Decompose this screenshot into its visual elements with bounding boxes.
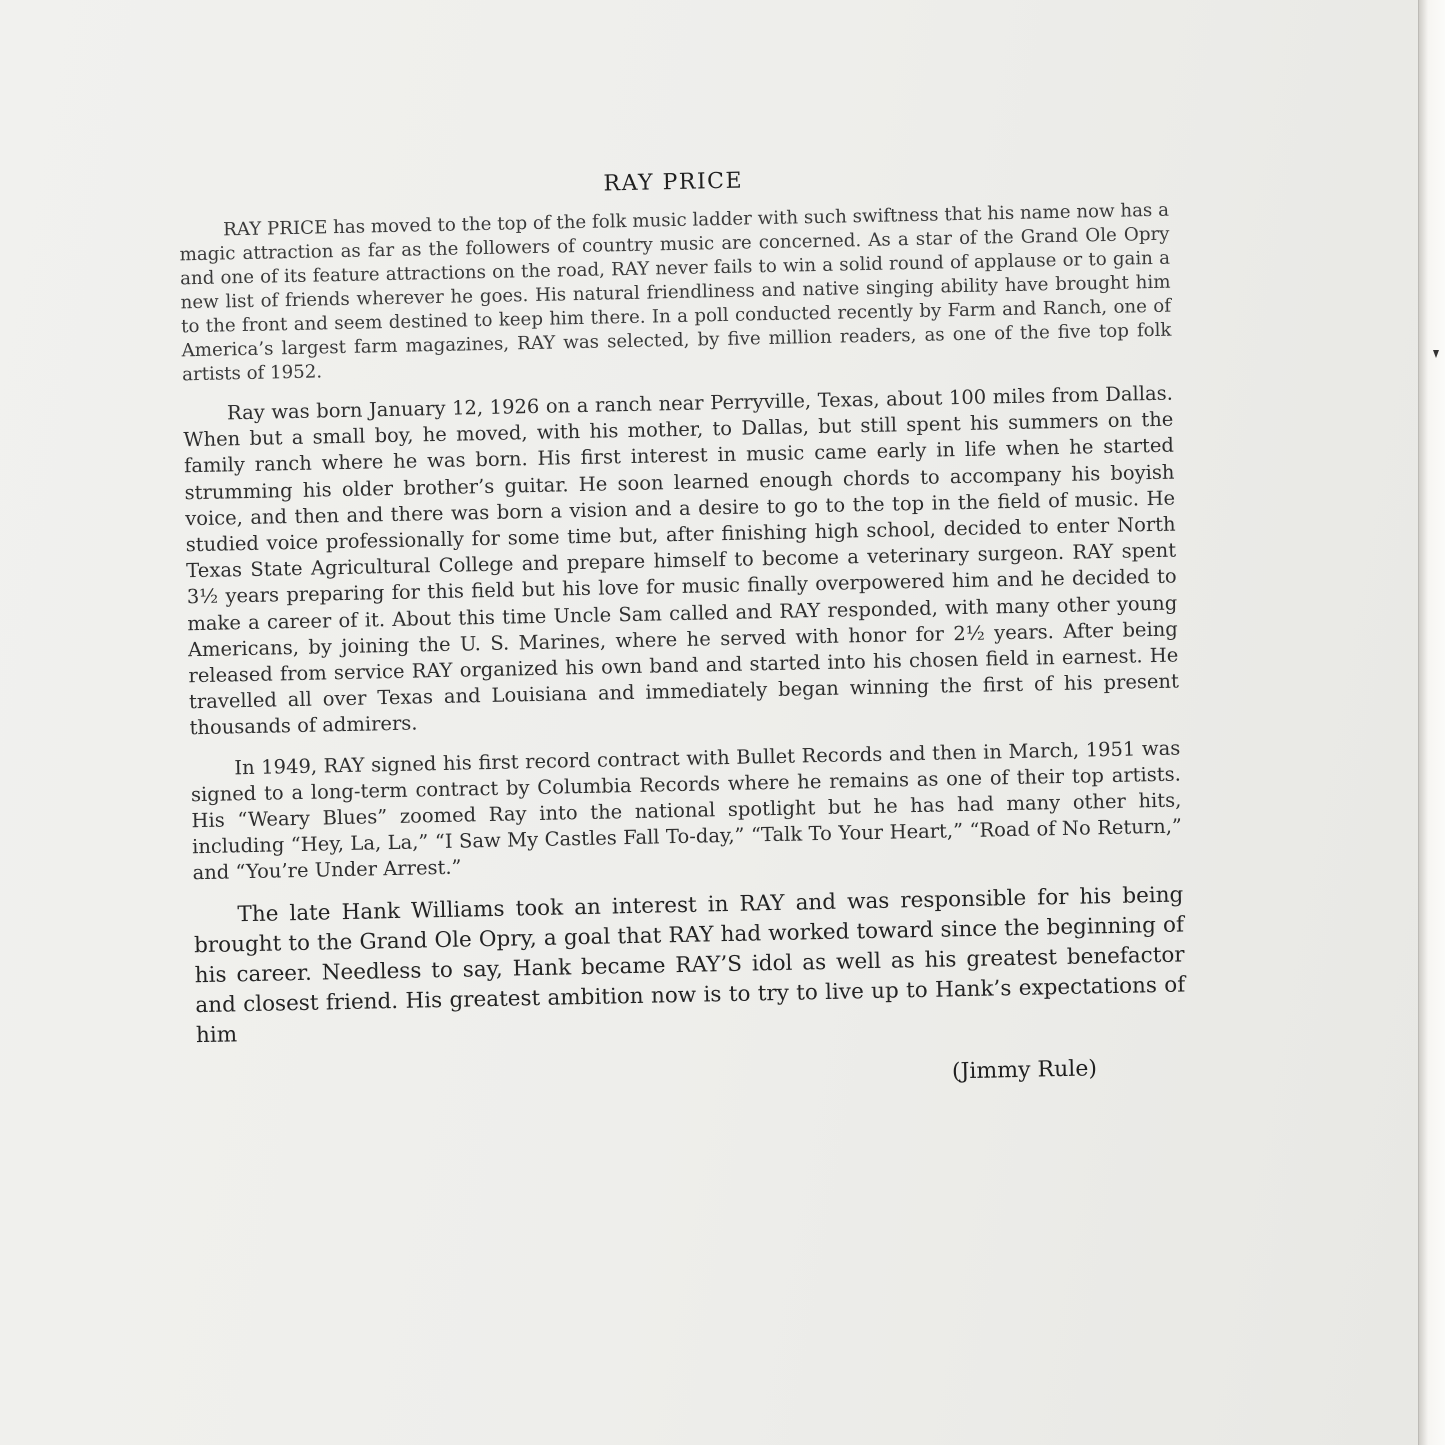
article-title: RAY PRICE <box>603 168 744 197</box>
paragraph-hank-williams: The late Hank Williams took an interest in RAY and was responsible for his being brought to the Grand Ole Opry, a goal that RAY had worked toward since the beginning of his career. Needless to say, Hank became RAY’S idol as well as his greatest benefactor and closest friend. His greatest ambition now is to try to live up to Hank’s expectations of him <box>193 882 1186 1048</box>
article <box>178 160 1187 1100</box>
paragraph-recording-career: In 1949, RAY signed his first record contract with Bullet Records and then in March, 1951 was signed to a long-term contract by Columbia Records where he remains as one of their top artists. His “Weary Blues” zoomed Ray into the national spotlight but he has had many other hits, including “Hey, La, La,” “I Saw My Castles Fall To-day,” “Talk To Your Heart,” “Road of No Return,” and “You’re Under Arrest.” <box>190 736 1183 885</box>
page-edge <box>1418 0 1445 1445</box>
paragraph-early-life: Ray was born January 12, 1926 on a ranch near Perryville, Texas, about 100 miles from Dallas. When but a small boy, he moved, with his mother, to Dallas, but still spent his summers on the family ranch where he was born. His first interest in music came early in life when he started strumming his older brother’s guitar. He soon learned enough chords to accompany his boyish voice, and then and there was born a vision and a desire to go to the top in the field of music. He studied voice professionally for some time but, after finishing high school, decided to enter North Texas State Agricultural College and prepare himself to become a veterinary surgeon. RAY spent 3½ years preparing for this field but his love for music finally overpowered him and he decided to make a career of it. About this time Uncle Sam called and RAY responded, with many other young Americans, by joining the U. S. Marines, where he served with honor for 2½ years. After being released from service RAY organized his own band and started into his chosen field in earnest. He travelled all over Texas and Louisiana and immediately began winning the first of his present thousands of admirers. <box>183 381 1180 740</box>
paragraph-intro: RAY PRICE has moved to the top of the folk music ladder with such swiftness that his name now has a magic attraction as far as the followers of country music are concerned. As a star of the Grand Ole Opry and one of its feature attractions on the road, RAY never fails to win a solid round of applause or to gain a new list of friends wherever he goes. His natural friendliness and native singing ability have brought him to the front and seem destined to keep him there. In a poll conducted recently by Farm and Ranch, one of America’s largest farm magazines, RAY was selected, by five million readers, as one of the five top folk artists of 1952. <box>179 199 1172 386</box>
author-signature: (Jimmy Rule) <box>951 1055 1098 1085</box>
edge-mark-icon <box>1433 350 1439 358</box>
